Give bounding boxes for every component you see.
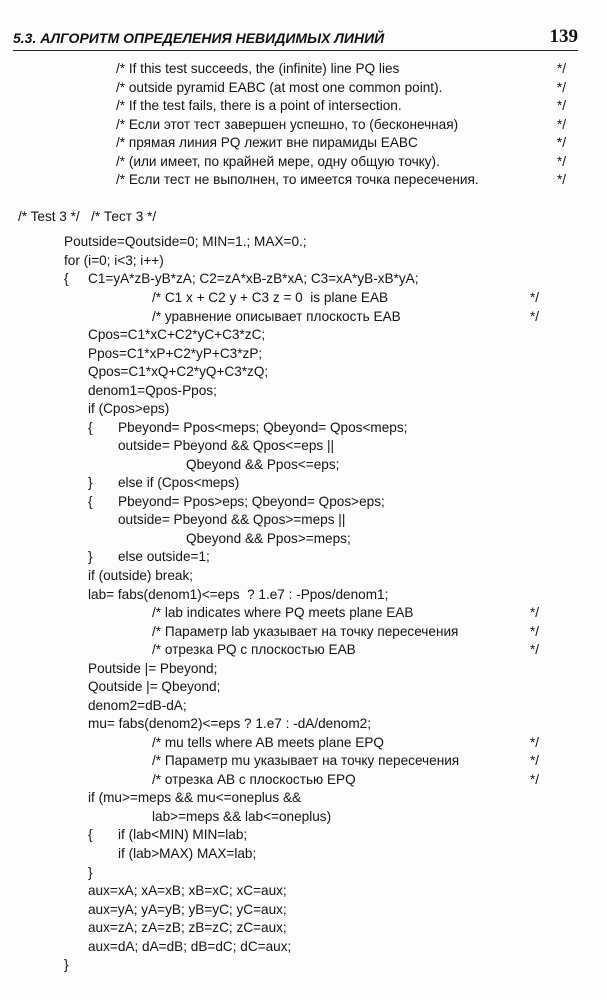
comment-terminator: */ — [557, 98, 567, 113]
code-comment-line: /* Test 3 */ /* Тест 3 */ — [18, 209, 157, 224]
code-comment-line: /* outside pyramid EABC (at most one common point). — [116, 80, 443, 95]
code-line: outside= Pbeyond && Qpos<=eps || — [118, 438, 335, 453]
code-line: C1=yA*zB-yB*zA; C2=zA*xB-zB*xA; C3=xA*yB-xB*yA; — [88, 271, 419, 286]
comment-terminator: */ — [530, 290, 540, 305]
code-line: Ppos=C1*xP+C2*yP+C3*zP; — [88, 346, 263, 361]
code-line: } — [88, 865, 93, 880]
code-comment-line: /* Если тест не выполнен, то имеется точка пересечения. — [116, 172, 479, 187]
code-comment-line: /* (или имеет, по крайней мере, одну общую точку). — [116, 154, 440, 169]
code-line: Qpos=C1*xQ+C2*yQ+C3*zQ; — [88, 364, 269, 379]
code-line: Qbeyond && Ppos>=meps; — [186, 531, 351, 546]
code-line: else if (Cpos<meps) — [118, 475, 240, 490]
code-line: Pbeyond= Ppos>eps; Qbeyond= Qpos>eps; — [118, 494, 385, 509]
code-line: } — [88, 549, 93, 564]
page-number: 139 — [549, 26, 578, 47]
code-line: if (mu>=meps && mu<=oneplus && — [88, 790, 302, 805]
comment-terminator: */ — [557, 135, 567, 150]
code-comment-line: /* C1 x + C2 y + C3 z = 0 is plane EAB — [152, 290, 389, 305]
code-line: mu= fabs(denom2)<=eps ? 1.e7 : -dA/denom2; — [88, 716, 371, 731]
code-line: if (lab>MAX) MAX=lab; — [118, 846, 257, 861]
code-line: aux=zA; zA=zB; zB=zC; zC=aux; — [88, 920, 287, 935]
comment-terminator: */ — [530, 624, 540, 639]
code-line: Poutside |= Pbeyond; — [88, 661, 218, 676]
code-line: aux=dA; dA=dB; dB=dC; dC=aux; — [88, 939, 292, 954]
code-comment-line: /* уравнение описывает плоскость EAB — [152, 309, 401, 324]
comment-terminator: */ — [530, 309, 540, 324]
comment-terminator: */ — [530, 605, 540, 620]
code-line: Qoutside |= Qbeyond; — [88, 679, 221, 694]
section-header-title: 5.3. АЛГОРИТМ ОПРЕДЕЛЕНИЯ НЕВИДИМЫХ ЛИНИЙ — [13, 30, 385, 46]
code-line: denom1=Qpos-Ppos; — [88, 383, 217, 398]
code-line: } — [64, 957, 69, 972]
code-line: lab>=meps && lab<=oneplus) — [152, 809, 332, 824]
code-line: Qbeyond && Ppos<=eps; — [186, 457, 340, 472]
code-comment-line: /* If this test succeeds, the (infinite) line PQ lies — [116, 61, 400, 76]
code-comment-line: /* If the test fails, there is a point of intersection. — [116, 98, 402, 113]
code-line: aux=yA; yA=yB; yB=yC; yC=aux; — [88, 902, 287, 917]
code-line: { — [88, 494, 93, 509]
code-comment-line: /* lab indicates where PQ meets plane EAB — [152, 605, 414, 620]
comment-terminator: */ — [557, 61, 567, 76]
code-line: Pbeyond= Ppos<meps; Qbeyond= Qpos<meps; — [118, 420, 408, 435]
comment-terminator: */ — [557, 80, 567, 95]
code-comment-line: /* прямая линия PQ лежит вне пирамиды EABC — [116, 135, 418, 150]
comment-terminator: */ — [557, 172, 567, 187]
code-line: if (outside) break; — [88, 568, 194, 583]
code-line: { — [64, 271, 69, 286]
code-line: Cpos=C1*xC+C2*yC+C3*zC; — [88, 327, 266, 342]
comment-terminator: */ — [557, 117, 567, 132]
code-line: else outside=1; — [118, 549, 210, 564]
code-comment-line: /* Если этот тест завершен успешно, то (бесконечная) — [116, 117, 459, 132]
code-line: if (lab<MIN) MIN=lab; — [118, 827, 248, 842]
comment-terminator: */ — [557, 154, 567, 169]
code-line: outside= Pbeyond && Qpos>=meps || — [118, 512, 346, 527]
comment-terminator: */ — [530, 642, 540, 657]
code-comment-line: /* отрезка AB с плоскостью EPQ — [152, 772, 356, 787]
code-line: } — [88, 475, 93, 490]
comment-terminator: */ — [530, 772, 540, 787]
code-comment-line: /* mu tells where AB meets plane EPQ — [152, 735, 384, 750]
code-comment-line: /* отрезка PQ с плоскостью EAB — [152, 642, 356, 657]
code-line: for (i=0; i<3; i++) — [64, 253, 164, 268]
code-line: Poutside=Qoutside=0; MIN=1.; MAX=0.; — [64, 234, 307, 249]
code-comment-line: /* Параметр lab указывает на точку пересечения — [152, 624, 459, 639]
code-line: lab= fabs(denom1)<=eps ? 1.e7 : -Ppos/denom1; — [88, 587, 389, 602]
comment-terminator: */ — [530, 753, 540, 768]
code-line: aux=xA; xA=xB; xB=xC; xC=aux; — [88, 883, 287, 898]
comment-terminator: */ — [530, 735, 540, 750]
code-line: { — [88, 420, 93, 435]
code-comment-line: /* Параметр mu указывает на точку пересечения — [152, 753, 460, 768]
code-line: if (Cpos>eps) — [88, 401, 170, 416]
code-line: denom2=dB-dA; — [88, 698, 187, 713]
code-line: { — [88, 827, 93, 842]
